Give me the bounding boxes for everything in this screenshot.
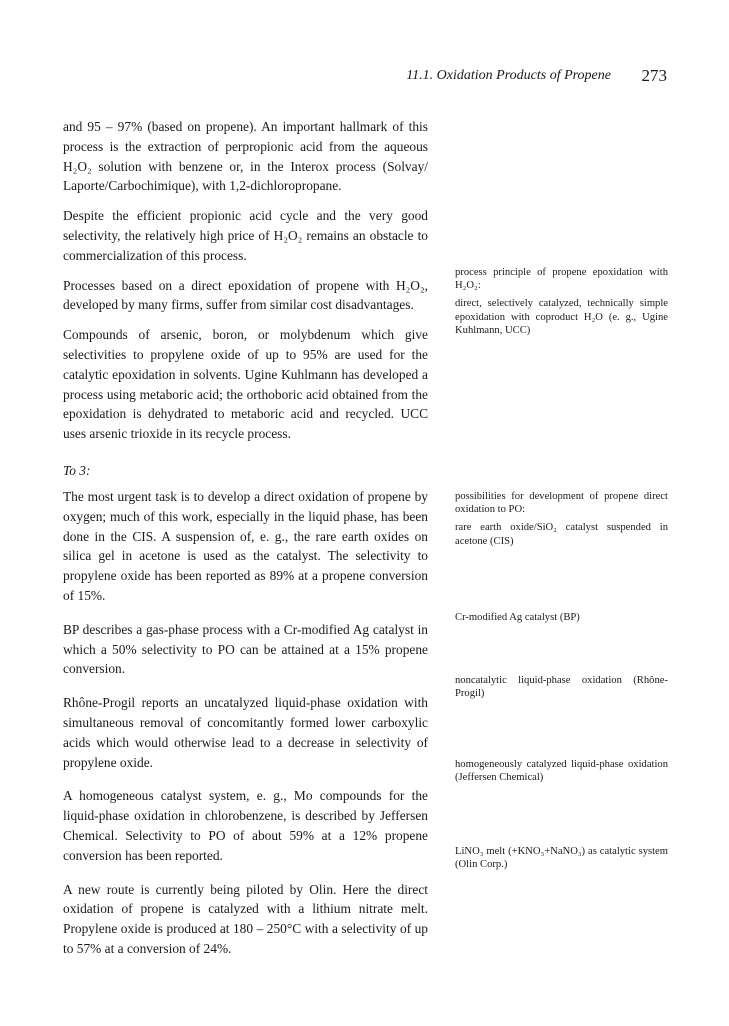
running-title: 11.1. Oxidation Products of Propene	[406, 68, 611, 83]
paragraph: Rhône-Progil reports an uncatalyzed liquid-phase oxidation with simultaneous removal of concomitantly formed lower carboxylic acids which would otherwise lead to a decrease in selectivity of propylene oxide.	[63, 695, 428, 770]
paragraph: and 95 – 97% (based on propene). An important hallmark of this process is the extraction of perpropionic acid from the aqueous H₂O₂ solution with benzene or, in the Interox process (Solvay/ Laporte/Carbochimique), with 1,2-dichloropropane.	[63, 119, 428, 194]
paragraph: A homogeneous catalyst system, e. g., Mo compounds for the liquid-phase oxidation in chlorobenzene, is described by Jeffersen Chemical. Selectivity to PO of about 59% at a 12% propene conversion has been reported.	[63, 788, 428, 863]
paragraph: The most urgent task is to develop a direct oxidation of propene by oxygen; much of this work, especially in the liquid phase, has been done in the CIS. A suspension of, e. g., the rare earth oxides on silica gel in acetone is used as the catalyst. The selectivity to propylene oxide has been reported as 89% at a propene conversion of 15%.	[63, 489, 428, 603]
page-header	[0, 68, 729, 88]
margin-note-group	[455, 266, 668, 342]
paragraph: A new route is currently being piloted by Olin. Here the direct oxidation of propene is catalyzed with a lithium nitrate melt. Propylene oxide is produced at 180 – 250°C with a selectivity of up to 57% at a conversion of 24%.	[63, 881, 428, 956]
margin-note: Cr-modified Ag catalyst (BP)	[455, 612, 580, 623]
margin-note: possibilities for development of propene direct oxidation to PO:	[455, 491, 668, 516]
margin-note-group	[455, 845, 668, 876]
margin-note: direct, selectively catalyzed, technically simple epoxidation with coproduct H₂O (e. g., Ugine Kuhlmann, UCC)	[455, 298, 668, 336]
main-text-top	[63, 117, 428, 444]
section-heading: To 3:	[63, 463, 91, 478]
margin-note: LiNO₃ melt (+KNO₃+NaNO₃) as catalytic system (Olin Corp.)	[455, 846, 668, 871]
margin-note-group	[455, 611, 668, 629]
margin-note-group	[455, 758, 668, 789]
margin-note-group	[455, 490, 668, 553]
main-text-bottom	[63, 487, 428, 959]
margin-note: process principle of propene epoxidation with H₂O₂:	[455, 267, 668, 292]
margin-note: rare earth oxide/SiO₂ catalyst suspended in acetone (CIS)	[455, 522, 668, 547]
margin-note: homogeneously catalyzed liquid-phase oxidation (Jeffersen Chemical)	[455, 759, 668, 784]
paragraph: BP describes a gas-phase process with a Cr-modified Ag catalyst in which a 50% selectivity to PO can be attained at a 15% propene conversion.	[63, 621, 428, 677]
paragraph: Compounds of arsenic, boron, or molybdenum which give selectivities to propylene oxide of up to 95% are used for the catalytic epoxidation in solvents. Ugine Kuhlmann has developed a process using metaboric acid; the orthoboric acid obtained from the epoxidation is dehydrated to metaboric acid and recycled. UCC uses arsenic trioxide in its recycle process.	[63, 327, 428, 442]
paragraph: Processes based on a direct epoxidation of propene with H₂O₂, developed by many firms, suffer from similar cost disadvantages.	[63, 277, 428, 313]
page-number: 273	[641, 66, 667, 85]
paragraph: Despite the efficient propionic acid cycle and the very good selectivity, the relatively high price of H₂O₂ remains an obstacle to commercialization of this process.	[63, 208, 428, 263]
margin-note-group	[455, 674, 668, 705]
margin-note: noncatalytic liquid-phase oxidation (Rhône-Progil)	[455, 675, 668, 700]
